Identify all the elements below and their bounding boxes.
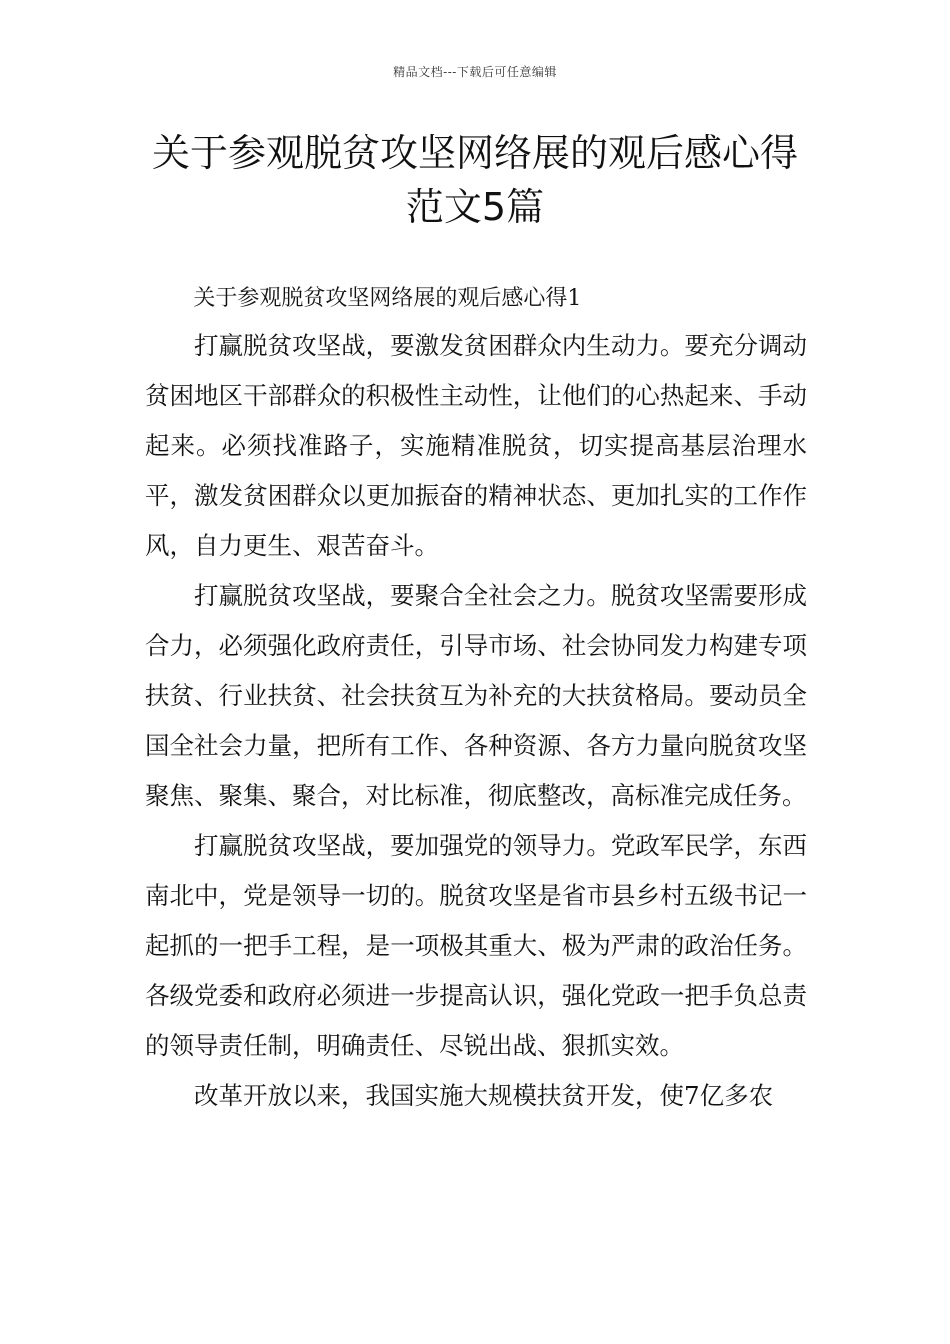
paragraph-3: 打赢脱贫攻坚战，要加强党的领导力。党政军民学，东西南北中，党是领导一切的。脱贫攻坚是省市县乡村五级书记一起抓的一把手工程，是一项极其重大、极为严肃的政治任务。各级党委和政府必须进一步提高认识，强化党政一把手负总责的领导责任制，明确责任、尽锐出战、狠抓实效。 [145, 831, 807, 1060]
section-subheading: 关于参观脱贫攻坚网络展的观后感心得1 [193, 286, 582, 311]
paragraph-1: 打赢脱贫攻坚战，要激发贫困群众内生动力。要充分调动贫困地区干部群众的积极性主动性，让他们的心热起来、手动起来。必须找准路子，实施精准脱贫，切实提高基层治理水平，激发贫困群众以更加振奋的精神状态、更加扎实的工作作风，自力更生、艰苦奋斗。 [145, 331, 807, 560]
document-title: 关于参观脱贫攻坚网络展的观后感心得范文5篇 [151, 131, 798, 229]
paragraph-4: 改革开放以来，我国实施大规模扶贫开发，使7亿多农 [194, 1081, 774, 1110]
header-note: 精品文档---下载后可任意编辑 [393, 65, 557, 79]
paragraph-2: 打赢脱贫攻坚战，要聚合全社会之力。脱贫攻坚需要形成合力，必须强化政府责任，引导市场、社会协同发力构建专项扶贫、行业扶贫、社会扶贫互为补充的大扶贫格局。要动员全国全社会力量，把所有工作、各种资源、各方力量向脱贫攻坚聚焦、聚集、聚合，对比标准，彻底整改，高标准完成任务。 [145, 581, 807, 810]
document-body [145, 279, 807, 1121]
